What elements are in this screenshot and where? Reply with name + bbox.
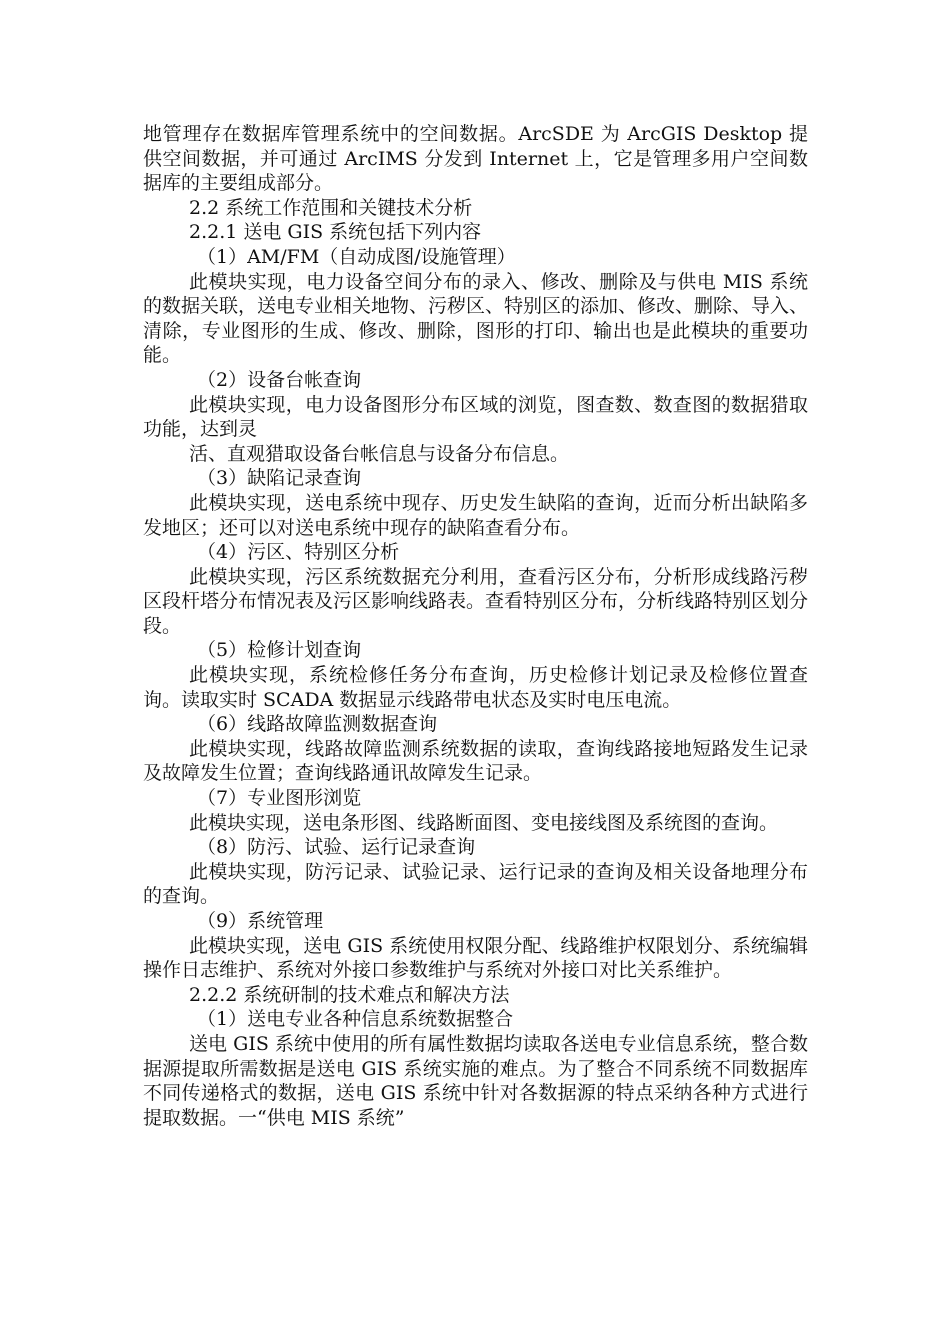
item-heading-5: （5）检修计划查询 xyxy=(197,639,362,662)
item-body-2-continued: 活、直观猎取设备台帐信息与设备分布信息。 xyxy=(189,442,570,465)
item-body-6: 此模块实现，线路故障监测系统数据的读取，查询线路接地短路发生记录及故障发生位置；查询线路通讯故障发生记录。 xyxy=(143,737,808,785)
item-body-9: 此模块实现，送电 GIS 系统使用权限分配、线路维护权限划分、系统编辑操作日志维护、系统对外接口参数维护与系统对外接口对比关系维护。 xyxy=(143,934,808,982)
item-body-3: 此模块实现，送电系统中现存、历史发生缺陷的查询，近而分析出缺陷多发地区；还可以对送电系统中现存的缺陷查看分布。 xyxy=(143,491,808,539)
difficulty-heading-1: （1）送电专业各种信息系统数据整合 xyxy=(197,1008,514,1031)
item-heading-2: （2）设备台帐查询 xyxy=(197,368,362,391)
document-body xyxy=(143,122,808,1130)
item-body-8: 此模块实现，防污记录、试验记录、运行记录的查询及相关设备地理分布的查询。 xyxy=(143,860,808,908)
item-body-4: 此模块实现，污区系统数据充分利用，查看污区分布，分析形成线路污秽区段杆塔分布情况表及污区影响线路表。查看特别区分布，分析线路特别区划分段。 xyxy=(143,565,809,637)
item-heading-9: （9）系统管理 xyxy=(197,910,324,932)
paragraph-continuation: 地管理存在数据库管理系统中的空间数据。ArcSDE 为 ArcGIS Desktop 提供空间数据，并可通过 ArcIMS 分发到 Internet 上，它是管理多用户空间数据库的主要组成部分。 xyxy=(143,123,808,195)
subsection-heading-2-2-1: 2.2.1 送电 GIS 系统包括下列内容 xyxy=(189,221,482,244)
item-heading-8: （8）防污、试验、运行记录查询 xyxy=(197,836,476,859)
item-body-7: 此模块实现，送电条形图、线路断面图、变电接线图及系统图的查询。 xyxy=(189,811,779,834)
item-body-2: 此模块实现，电力设备图形分布区域的浏览，图查数、数查图的数据猎取功能，达到灵 xyxy=(143,393,808,441)
difficulty-body-1: 送电 GIS 系统中使用的所有属性数据均读取各送电专业信息系统，整合数据源提取所需数据是送电 GIS 系统实施的难点。为了整合不同系统不同数据库不同传递格式的数据，送电 GIS 系统中针对各数据源的特点采纳各种方式进行提取数据。一“供电 MIS 系统” xyxy=(143,1032,808,1129)
subsection-heading-2-2-2: 2.2.2 系统研制的技术难点和解决方法 xyxy=(189,983,510,1006)
item-body-1: 此模块实现，电力设备空间分布的录入、修改、删除及与供电 MIS 系统的数据关联，送电专业相关地物、污秽区、特别区的添加、修改、删除、导入、清除，专业图形的生成、修改、删除，图形的打印、输出也是此模块的重要功能。 xyxy=(143,270,809,367)
item-heading-7: （7）专业图形浏览 xyxy=(197,787,362,810)
section-heading-2-2: 2.2 系统工作范围和关键技术分析 xyxy=(189,196,473,219)
item-heading-1: （1）AM/FM（自动成图/设施管理） xyxy=(197,245,516,268)
item-body-5: 此模块实现，系统检修任务分布查询，历史检修计划记录及检修位置查询。读取实时 SCADA 数据显示线路带电状态及实时电压电流。 xyxy=(143,664,808,711)
item-heading-4: （4）污区、特别区分析 xyxy=(197,541,400,564)
item-heading-3: （3）缺陷记录查询 xyxy=(197,467,362,490)
item-heading-6: （6）线路故障监测数据查询 xyxy=(197,713,438,736)
